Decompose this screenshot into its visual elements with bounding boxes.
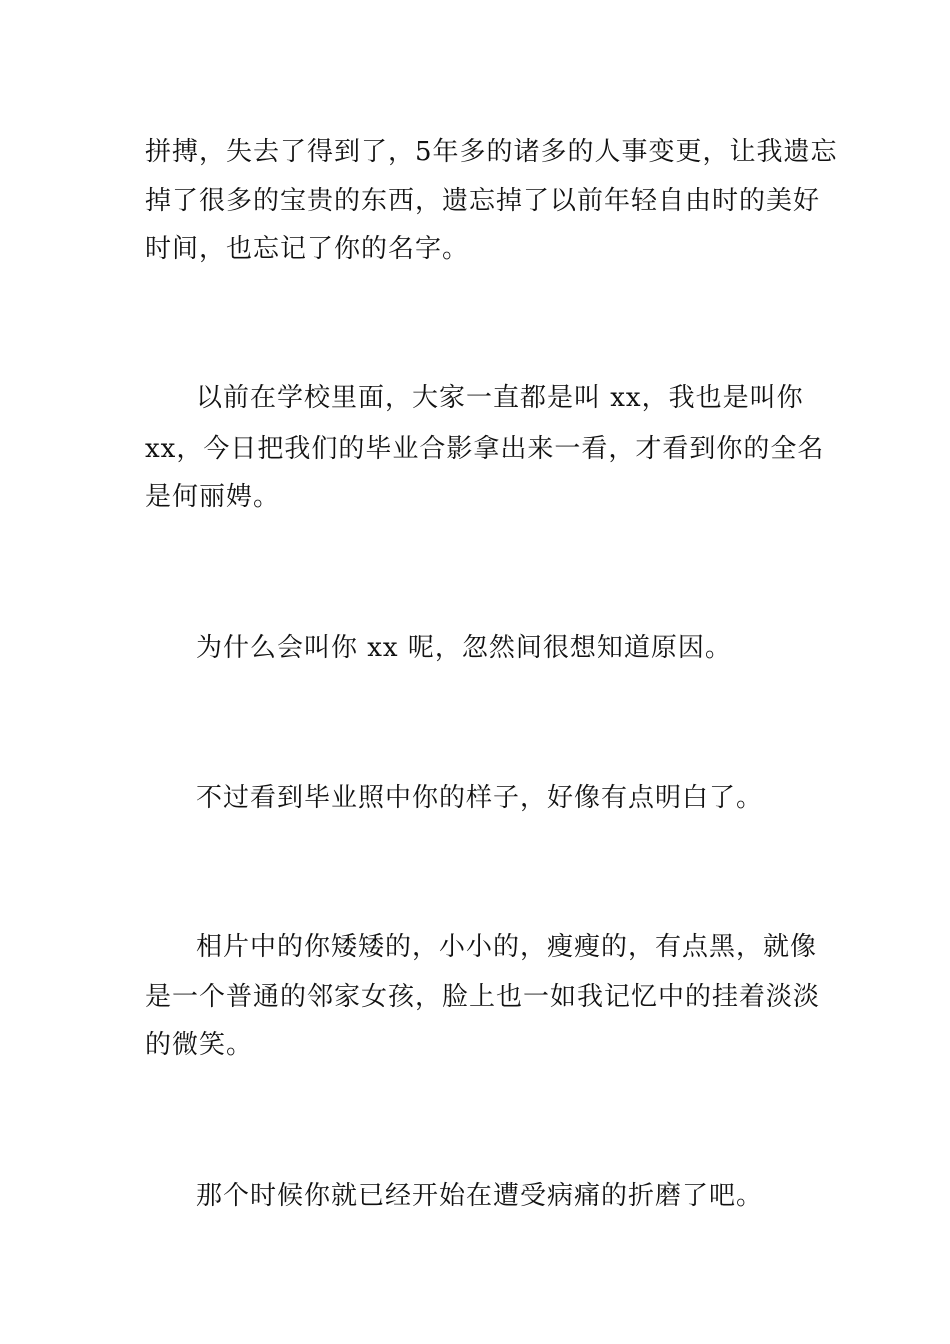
paragraph-5-line-1: 相片中的你矮矮的，小小的，瘦瘦的，有点黑，就像: [196, 932, 818, 962]
paragraph-2-line-3: 是何丽娉。: [145, 482, 281, 512]
paragraph-6-line-1: 那个时候你就已经开始在遭受病痛的折磨了吧。: [196, 1181, 764, 1211]
paragraph-3-line-1: 为什么会叫你 xx 呢，忽然间很想知道原因。: [196, 633, 732, 663]
paragraph-2-line-1: 以前在学校里面，大家一直都是叫 xx，我也是叫你: [196, 383, 804, 413]
paragraph-5-line-2: 是一个普通的邻家女孩，脸上也一如我记忆中的挂着淡淡: [145, 982, 821, 1012]
paragraph-1-line-3: 时间，也忘记了你的名字。: [145, 234, 470, 264]
paragraph-4-line-1: 不过看到毕业照中你的样子，好像有点明白了。: [196, 783, 764, 813]
paragraph-5-line-3: 的微笑。: [145, 1030, 254, 1060]
paragraph-2-line-2: xx，今日把我们的毕业合影拿出来一看，才看到你的全名: [145, 434, 825, 464]
paragraph-1-line-1: 拼搏，失去了得到了，5年多的诸多的人事变更，让我遗忘: [145, 137, 838, 167]
paragraph-1-line-2: 掉了很多的宝贵的东西，遗忘掉了以前年轻自由时的美好: [145, 186, 821, 216]
